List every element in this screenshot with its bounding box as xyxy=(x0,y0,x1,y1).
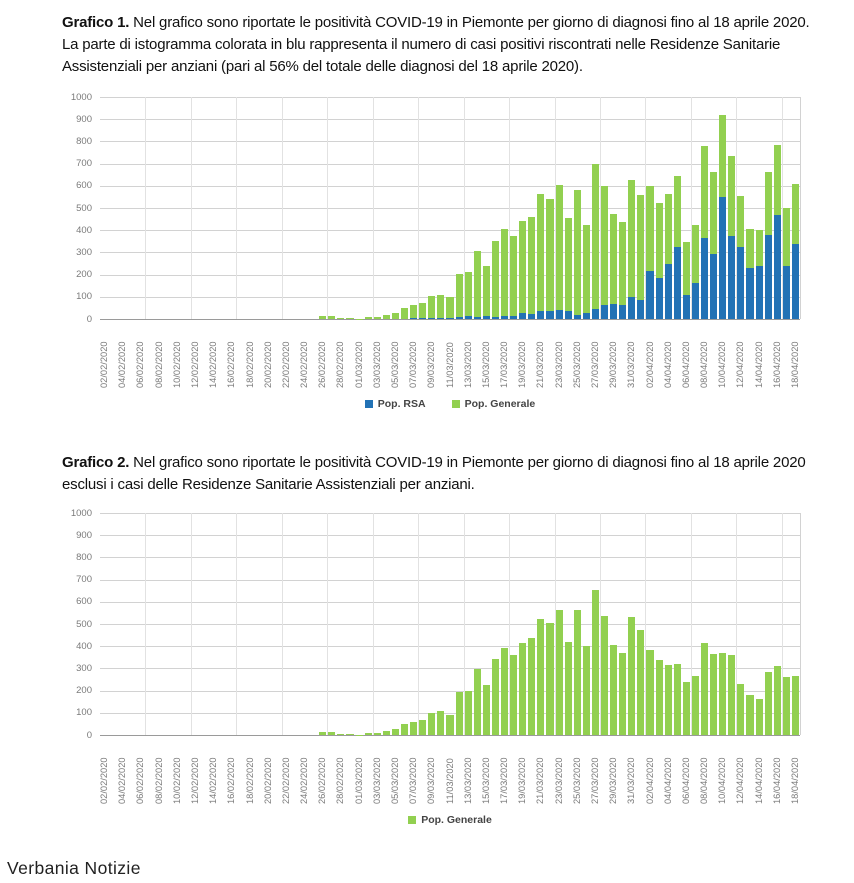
x-tick-label: 12/02/2020 xyxy=(189,341,200,388)
grafico1-chart xyxy=(0,90,854,430)
bar-31/03/2020-pop-generale xyxy=(628,180,635,298)
x-tick-label: 04/02/2020 xyxy=(117,757,128,804)
gridline-y-1000 xyxy=(100,513,800,514)
bar-08/03/2020-pop-generale xyxy=(419,720,426,735)
x-tick-label: 17/03/2020 xyxy=(499,341,510,388)
x-tick-label: 03/03/2020 xyxy=(371,341,382,388)
x-tick-label: 01/03/2020 xyxy=(353,341,364,388)
x-tick-label: 10/02/2020 xyxy=(171,341,182,388)
x-tick-label: 04/04/2020 xyxy=(662,341,673,388)
x-tick-label: 28/02/2020 xyxy=(335,757,346,804)
x-tick-label: 25/03/2020 xyxy=(571,341,582,388)
y-tick-label: 600 xyxy=(76,596,92,608)
bar-26/02/2020-pop-generale xyxy=(319,316,326,319)
bar-19/03/2020-pop-generale xyxy=(519,643,526,735)
bar-02/04/2020-pop-generale xyxy=(646,650,653,735)
bar-10/04/2020-pop-rsa xyxy=(719,197,726,319)
x-tick-label: 06/04/2020 xyxy=(680,757,691,804)
y-tick-label: 200 xyxy=(76,685,92,697)
bar-30/03/2020-pop-generale xyxy=(619,222,626,304)
bar-18/04/2020-pop-generale xyxy=(792,184,799,243)
x-tick-label: 11/03/2020 xyxy=(444,342,455,388)
bar-09/04/2020-pop-rsa xyxy=(710,254,717,319)
bar-08/03/2020-pop-rsa xyxy=(419,318,426,319)
bar-09/04/2020-pop-generale xyxy=(710,654,717,735)
y-tick-label: 500 xyxy=(76,202,92,214)
bar-16/03/2020-pop-generale xyxy=(492,659,499,735)
bar-15/03/2020-pop-generale xyxy=(483,266,490,316)
x-tick-label: 23/03/2020 xyxy=(553,341,564,388)
gridline-x xyxy=(191,513,192,735)
bar-31/03/2020-pop-generale xyxy=(628,617,635,735)
gridline-y-900 xyxy=(100,535,800,536)
x-tick-label: 11/03/2020 xyxy=(444,758,455,804)
grafico2-chart xyxy=(0,506,854,846)
bar-13/03/2020-pop-rsa xyxy=(465,316,472,319)
bar-16/03/2020-pop-generale xyxy=(492,241,499,317)
x-tick-label: 10/02/2020 xyxy=(171,757,182,804)
y-tick-label: 400 xyxy=(76,640,92,652)
y-tick-label: 400 xyxy=(76,224,92,236)
bar-14/04/2020-pop-rsa xyxy=(756,266,763,319)
bar-30/03/2020-pop-generale xyxy=(619,653,626,735)
x-tick-label: 22/02/2020 xyxy=(280,341,291,388)
x-tick-label: 27/03/2020 xyxy=(589,341,600,388)
y-tick-label: 800 xyxy=(76,135,92,147)
y-tick-label: 500 xyxy=(76,618,92,630)
x-tick-label: 10/04/2020 xyxy=(717,757,728,804)
chart-legend xyxy=(100,814,800,826)
bar-23/03/2020-pop-generale xyxy=(556,185,563,310)
bar-08/04/2020-pop-generale xyxy=(701,643,708,735)
grafico2-caption xyxy=(62,452,810,496)
bar-15/04/2020-pop-rsa xyxy=(765,235,772,319)
legend-label: Pop. Generale xyxy=(421,814,492,826)
gridline-y-400 xyxy=(100,646,800,647)
x-tick-label: 26/02/2020 xyxy=(317,341,328,388)
plot-right-border xyxy=(800,513,801,735)
bar-14/03/2020-pop-generale xyxy=(474,669,481,735)
x-tick-label: 14/04/2020 xyxy=(753,757,764,804)
bar-21/03/2020-pop-rsa xyxy=(537,311,544,319)
bar-18/03/2020-pop-rsa xyxy=(510,316,517,319)
x-tick-label: 31/03/2020 xyxy=(626,757,637,804)
bar-06/04/2020-pop-generale xyxy=(683,682,690,735)
bar-03/04/2020-pop-generale xyxy=(656,660,663,735)
bar-15/03/2020-pop-generale xyxy=(483,685,490,735)
legend-item-pop-rsa xyxy=(365,398,426,410)
y-tick-label: 100 xyxy=(76,707,92,719)
x-tick-label: 13/03/2020 xyxy=(462,341,473,388)
x-tick-label: 18/04/2020 xyxy=(789,341,800,388)
gridline-y-800 xyxy=(100,557,800,558)
x-tick-label: 14/04/2020 xyxy=(753,341,764,388)
gridline-y-800 xyxy=(100,141,800,142)
bar-05/04/2020-pop-generale xyxy=(674,176,681,247)
bar-25/03/2020-pop-generale xyxy=(574,610,581,735)
bar-13/03/2020-pop-generale xyxy=(465,272,472,316)
bar-12/03/2020-pop-rsa xyxy=(456,317,463,319)
bar-11/04/2020-pop-generale xyxy=(728,156,735,236)
bar-06/03/2020-pop-generale xyxy=(401,724,408,735)
bar-05/03/2020-pop-generale xyxy=(392,313,399,319)
x-tick-label: 14/02/2020 xyxy=(208,757,219,804)
bar-11/03/2020-pop-rsa xyxy=(446,318,453,319)
x-tick-label: 08/04/2020 xyxy=(699,757,710,804)
bar-07/03/2020-pop-rsa xyxy=(410,318,417,319)
x-tick-label: 06/02/2020 xyxy=(135,341,146,388)
bar-03/04/2020-pop-rsa xyxy=(656,278,663,319)
gridline-y-900 xyxy=(100,119,800,120)
bar-10/03/2020-pop-generale xyxy=(437,295,444,319)
bar-07/04/2020-pop-generale xyxy=(692,676,699,735)
bar-11/03/2020-pop-generale xyxy=(446,297,453,317)
x-tick-label: 23/03/2020 xyxy=(553,757,564,804)
gridline-y-1000 xyxy=(100,97,800,98)
y-tick-label: 700 xyxy=(76,574,92,586)
gridline-y-700 xyxy=(100,580,800,581)
legend-swatch xyxy=(408,816,416,824)
legend-item-pop-generale xyxy=(452,398,536,410)
bar-18/03/2020-pop-generale xyxy=(510,236,517,316)
x-tick-label: 16/04/2020 xyxy=(771,341,782,388)
bar-22/03/2020-pop-generale xyxy=(546,623,553,735)
bar-15/03/2020-pop-rsa xyxy=(483,316,490,319)
bar-06/04/2020-pop-rsa xyxy=(683,295,690,319)
x-tick-label: 12/04/2020 xyxy=(735,341,746,388)
bar-04/03/2020-pop-generale xyxy=(383,731,390,735)
x-tick-label: 07/03/2020 xyxy=(408,757,419,804)
bar-17/04/2020-pop-generale xyxy=(783,208,790,266)
bar-29/03/2020-pop-generale xyxy=(610,645,617,735)
bar-12/03/2020-pop-generale xyxy=(456,692,463,735)
grafico1-caption xyxy=(62,12,810,77)
bar-15/04/2020-pop-generale xyxy=(765,172,772,235)
bar-29/03/2020-pop-generale xyxy=(610,214,617,304)
grafico1-caption-text: Nel grafico sono riportate le positività COVID-19 in Piemonte per giorno di diagnosi fino al 18 aprile 2020. La parte di istogramma colorata in blu rappresenta il numero di casi positivi riscontrati nelle Residenze Sanitarie Assistenziali per anziani (pari al 56% del totale delle diagnosi del 18 aprile 2020). xyxy=(62,14,810,75)
bar-09/03/2020-pop-generale xyxy=(428,296,435,318)
x-tick-label: 28/02/2020 xyxy=(335,341,346,388)
bar-10/04/2020-pop-generale xyxy=(719,653,726,735)
bar-03/03/2020-pop-generale xyxy=(374,317,381,319)
legend-label: Pop. RSA xyxy=(377,398,426,410)
x-tick-label: 02/04/2020 xyxy=(644,341,655,388)
bar-21/03/2020-pop-generale xyxy=(537,194,544,310)
bar-16/04/2020-pop-generale xyxy=(774,145,781,214)
bar-19/03/2020-pop-rsa xyxy=(519,313,526,319)
bar-12/04/2020-pop-rsa xyxy=(737,247,744,319)
bar-02/04/2020-pop-generale xyxy=(646,186,653,271)
y-tick-label: 900 xyxy=(76,113,92,125)
x-tick-label: 15/03/2020 xyxy=(480,757,491,804)
bar-14/03/2020-pop-generale xyxy=(474,251,481,317)
y-tick-label: 900 xyxy=(76,529,92,541)
bar-28/03/2020-pop-generale xyxy=(601,186,608,305)
gridline-y-600 xyxy=(100,186,800,187)
bar-06/03/2020-pop-generale xyxy=(401,308,408,319)
bar-12/04/2020-pop-generale xyxy=(737,196,744,247)
bar-13/04/2020-pop-rsa xyxy=(746,268,753,319)
x-tick-label: 25/03/2020 xyxy=(571,757,582,804)
x-tick-label: 18/02/2020 xyxy=(244,341,255,388)
bar-19/03/2020-pop-generale xyxy=(519,221,526,313)
bar-04/04/2020-pop-rsa xyxy=(665,264,672,319)
bar-28/02/2020-pop-generale xyxy=(337,734,344,735)
bar-17/04/2020-pop-rsa xyxy=(783,266,790,319)
bar-10/04/2020-pop-generale xyxy=(719,115,726,197)
x-tick-label: 31/03/2020 xyxy=(626,341,637,388)
x-tick-label: 29/03/2020 xyxy=(608,341,619,388)
bar-07/04/2020-pop-rsa xyxy=(692,283,699,319)
bar-14/03/2020-pop-rsa xyxy=(474,317,481,319)
bar-12/03/2020-pop-generale xyxy=(456,274,463,317)
bar-20/03/2020-pop-generale xyxy=(528,638,535,735)
bar-15/04/2020-pop-generale xyxy=(765,672,772,735)
bar-28/02/2020-pop-generale xyxy=(337,318,344,319)
bar-11/04/2020-pop-generale xyxy=(728,655,735,735)
bar-07/03/2020-pop-generale xyxy=(410,722,417,735)
x-tick-label: 24/02/2020 xyxy=(299,757,310,804)
x-tick-label: 16/02/2020 xyxy=(226,341,237,388)
x-tick-label: 14/02/2020 xyxy=(208,341,219,388)
bar-29/03/2020-pop-rsa xyxy=(610,304,617,319)
bar-24/03/2020-pop-generale xyxy=(565,642,572,735)
bar-16/04/2020-pop-generale xyxy=(774,666,781,735)
gridline-x xyxy=(282,513,283,735)
bar-02/04/2020-pop-rsa xyxy=(646,271,653,319)
y-tick-label: 200 xyxy=(76,269,92,281)
bar-13/04/2020-pop-generale xyxy=(746,229,753,269)
x-tick-label: 16/02/2020 xyxy=(226,757,237,804)
bar-27/02/2020-pop-generale xyxy=(328,316,335,319)
y-tick-label: 0 xyxy=(86,313,92,325)
x-tick-label: 24/02/2020 xyxy=(299,341,310,388)
y-tick-label: 700 xyxy=(76,158,92,170)
bar-26/03/2020-pop-generale xyxy=(583,646,590,735)
bar-25/03/2020-pop-generale xyxy=(574,190,581,315)
bar-09/03/2020-pop-generale xyxy=(428,713,435,735)
gridline-x xyxy=(145,97,146,319)
bar-05/04/2020-pop-generale xyxy=(674,664,681,735)
bar-24/03/2020-pop-rsa xyxy=(565,311,572,319)
x-tick-label: 05/03/2020 xyxy=(389,341,400,388)
grafico2-caption-label: Grafico 2. xyxy=(62,454,130,471)
x-tick-label: 12/02/2020 xyxy=(189,757,200,804)
x-tick-label: 19/03/2020 xyxy=(517,757,528,804)
bar-01/04/2020-pop-generale xyxy=(637,630,644,735)
gridline-x xyxy=(282,97,283,319)
source-footer: Verbania Notizie xyxy=(7,858,141,878)
bar-16/04/2020-pop-rsa xyxy=(774,215,781,319)
gridline-y-500 xyxy=(100,624,800,625)
x-axis-line xyxy=(100,319,800,320)
bar-30/03/2020-pop-rsa xyxy=(619,305,626,319)
x-tick-label: 08/02/2020 xyxy=(153,341,164,388)
y-tick-label: 800 xyxy=(76,551,92,563)
bar-09/03/2020-pop-rsa xyxy=(428,318,435,319)
x-tick-label: 03/03/2020 xyxy=(371,757,382,804)
bar-31/03/2020-pop-rsa xyxy=(628,297,635,319)
bar-04/04/2020-pop-generale xyxy=(665,194,672,264)
bar-27/03/2020-pop-generale xyxy=(592,590,599,735)
x-tick-label: 08/02/2020 xyxy=(153,757,164,804)
bar-02/03/2020-pop-generale xyxy=(365,317,372,319)
legend-swatch xyxy=(365,400,373,408)
bar-20/03/2020-pop-rsa xyxy=(528,314,535,319)
bar-13/04/2020-pop-generale xyxy=(746,695,753,735)
y-tick-label: 1000 xyxy=(70,507,92,519)
bar-17/04/2020-pop-generale xyxy=(783,677,790,735)
gridline-y-600 xyxy=(100,602,800,603)
x-tick-label: 08/04/2020 xyxy=(699,341,710,388)
bar-20/03/2020-pop-generale xyxy=(528,217,535,314)
bar-23/03/2020-pop-generale xyxy=(556,610,563,735)
bar-24/03/2020-pop-generale xyxy=(565,218,572,311)
bar-01/04/2020-pop-generale xyxy=(637,195,644,300)
plot-right-border xyxy=(800,97,801,319)
bar-09/04/2020-pop-generale xyxy=(710,172,717,253)
x-tick-label: 18/04/2020 xyxy=(789,757,800,804)
bar-28/03/2020-pop-rsa xyxy=(601,305,608,319)
x-tick-label: 20/02/2020 xyxy=(262,341,273,388)
x-tick-label: 01/03/2020 xyxy=(353,757,364,804)
bar-16/03/2020-pop-rsa xyxy=(492,317,499,319)
gridline-x xyxy=(191,97,192,319)
legend-swatch xyxy=(452,400,460,408)
bar-18/04/2020-pop-generale xyxy=(792,676,799,735)
gridline-x xyxy=(373,513,374,735)
x-tick-label: 09/03/2020 xyxy=(426,757,437,804)
bar-03/04/2020-pop-generale xyxy=(656,203,663,278)
y-tick-label: 100 xyxy=(76,291,92,303)
bar-13/03/2020-pop-generale xyxy=(465,691,472,735)
x-tick-label: 07/03/2020 xyxy=(408,341,419,388)
bar-04/03/2020-pop-generale xyxy=(383,315,390,319)
x-tick-label: 09/03/2020 xyxy=(426,341,437,388)
bar-27/03/2020-pop-rsa xyxy=(592,309,599,319)
y-tick-label: 0 xyxy=(86,729,92,741)
bar-06/04/2020-pop-generale xyxy=(683,242,690,295)
bar-23/03/2020-pop-rsa xyxy=(556,310,563,319)
bar-03/03/2020-pop-generale xyxy=(374,733,381,735)
bar-08/04/2020-pop-generale xyxy=(701,146,708,238)
x-tick-label: 02/04/2020 xyxy=(644,757,655,804)
bar-26/02/2020-pop-generale xyxy=(319,732,326,735)
y-tick-label: 600 xyxy=(76,180,92,192)
bar-05/03/2020-pop-generale xyxy=(392,729,399,735)
x-tick-label: 27/03/2020 xyxy=(589,757,600,804)
bar-14/04/2020-pop-generale xyxy=(756,699,763,735)
bar-10/03/2020-pop-rsa xyxy=(437,318,444,319)
x-tick-label: 10/04/2020 xyxy=(717,341,728,388)
bar-17/03/2020-pop-rsa xyxy=(501,316,508,319)
x-tick-label: 15/03/2020 xyxy=(480,341,491,388)
bar-05/04/2020-pop-rsa xyxy=(674,247,681,319)
legend-item-pop-generale xyxy=(408,814,492,826)
x-tick-label: 20/02/2020 xyxy=(262,757,273,804)
bar-22/03/2020-pop-generale xyxy=(546,199,553,311)
y-tick-label: 300 xyxy=(76,662,92,674)
bar-11/04/2020-pop-rsa xyxy=(728,236,735,319)
bar-08/03/2020-pop-generale xyxy=(419,303,426,318)
gridline-x xyxy=(418,513,419,735)
bar-28/03/2020-pop-generale xyxy=(601,616,608,735)
x-tick-label: 06/02/2020 xyxy=(135,757,146,804)
x-tick-label: 26/02/2020 xyxy=(317,757,328,804)
gridline-x xyxy=(418,97,419,319)
x-tick-label: 04/04/2020 xyxy=(662,757,673,804)
x-tick-label: 17/03/2020 xyxy=(499,757,510,804)
gridline-x xyxy=(327,97,328,319)
x-tick-label: 04/02/2020 xyxy=(117,341,128,388)
y-tick-label: 1000 xyxy=(70,91,92,103)
x-tick-label: 02/02/2020 xyxy=(99,757,110,804)
gridline-y-300 xyxy=(100,668,800,669)
gridline-x xyxy=(145,513,146,735)
bar-14/04/2020-pop-generale xyxy=(756,230,763,266)
x-tick-label: 06/04/2020 xyxy=(680,341,691,388)
gridline-x xyxy=(373,97,374,319)
bar-02/03/2020-pop-generale xyxy=(365,733,372,735)
bar-07/03/2020-pop-generale xyxy=(410,305,417,318)
x-tick-label: 12/04/2020 xyxy=(735,757,746,804)
bar-17/03/2020-pop-generale xyxy=(501,229,508,316)
grafico2-caption-text: Nel grafico sono riportate le positività COVID-19 in Piemonte per giorno di diagnosi fino al 18 aprile 2020 esclusi i casi delle Residenze Sanitarie Assistenziali per anziani. xyxy=(62,454,806,493)
gridline-x xyxy=(236,513,237,735)
x-tick-label: 05/03/2020 xyxy=(389,757,400,804)
bar-08/04/2020-pop-rsa xyxy=(701,238,708,319)
gridline-x xyxy=(236,97,237,319)
bar-27/02/2020-pop-generale xyxy=(328,732,335,735)
x-tick-label: 19/03/2020 xyxy=(517,341,528,388)
x-tick-label: 29/03/2020 xyxy=(608,757,619,804)
bar-26/03/2020-pop-generale xyxy=(583,225,590,314)
x-tick-label: 13/03/2020 xyxy=(462,757,473,804)
bar-29/02/2020-pop-generale xyxy=(346,734,353,735)
bar-27/03/2020-pop-generale xyxy=(592,164,599,309)
grafico1-caption-label: Grafico 1. xyxy=(62,14,130,31)
bar-11/03/2020-pop-generale xyxy=(446,715,453,735)
bar-07/04/2020-pop-generale xyxy=(692,225,699,284)
x-tick-label: 02/02/2020 xyxy=(99,341,110,388)
bar-29/02/2020-pop-generale xyxy=(346,318,353,319)
x-axis-line xyxy=(100,735,800,736)
bar-01/04/2020-pop-rsa xyxy=(637,300,644,319)
bar-12/04/2020-pop-generale xyxy=(737,684,744,735)
chart-legend xyxy=(100,398,800,410)
x-tick-label: 18/02/2020 xyxy=(244,757,255,804)
x-tick-label: 22/02/2020 xyxy=(280,757,291,804)
x-tick-label: 21/03/2020 xyxy=(535,341,546,388)
bar-18/04/2020-pop-rsa xyxy=(792,244,799,319)
bar-22/03/2020-pop-rsa xyxy=(546,311,553,319)
bar-26/03/2020-pop-rsa xyxy=(583,313,590,319)
bar-21/03/2020-pop-generale xyxy=(537,619,544,735)
y-tick-label: 300 xyxy=(76,246,92,258)
bar-10/03/2020-pop-generale xyxy=(437,711,444,735)
bar-17/03/2020-pop-generale xyxy=(501,648,508,735)
bar-25/03/2020-pop-rsa xyxy=(574,315,581,319)
x-tick-label: 21/03/2020 xyxy=(535,757,546,804)
bar-04/04/2020-pop-generale xyxy=(665,665,672,735)
gridline-y-500 xyxy=(100,208,800,209)
bar-18/03/2020-pop-generale xyxy=(510,655,517,735)
gridline-x xyxy=(327,513,328,735)
x-tick-label: 16/04/2020 xyxy=(771,757,782,804)
legend-label: Pop. Generale xyxy=(464,398,536,410)
gridline-y-700 xyxy=(100,164,800,165)
